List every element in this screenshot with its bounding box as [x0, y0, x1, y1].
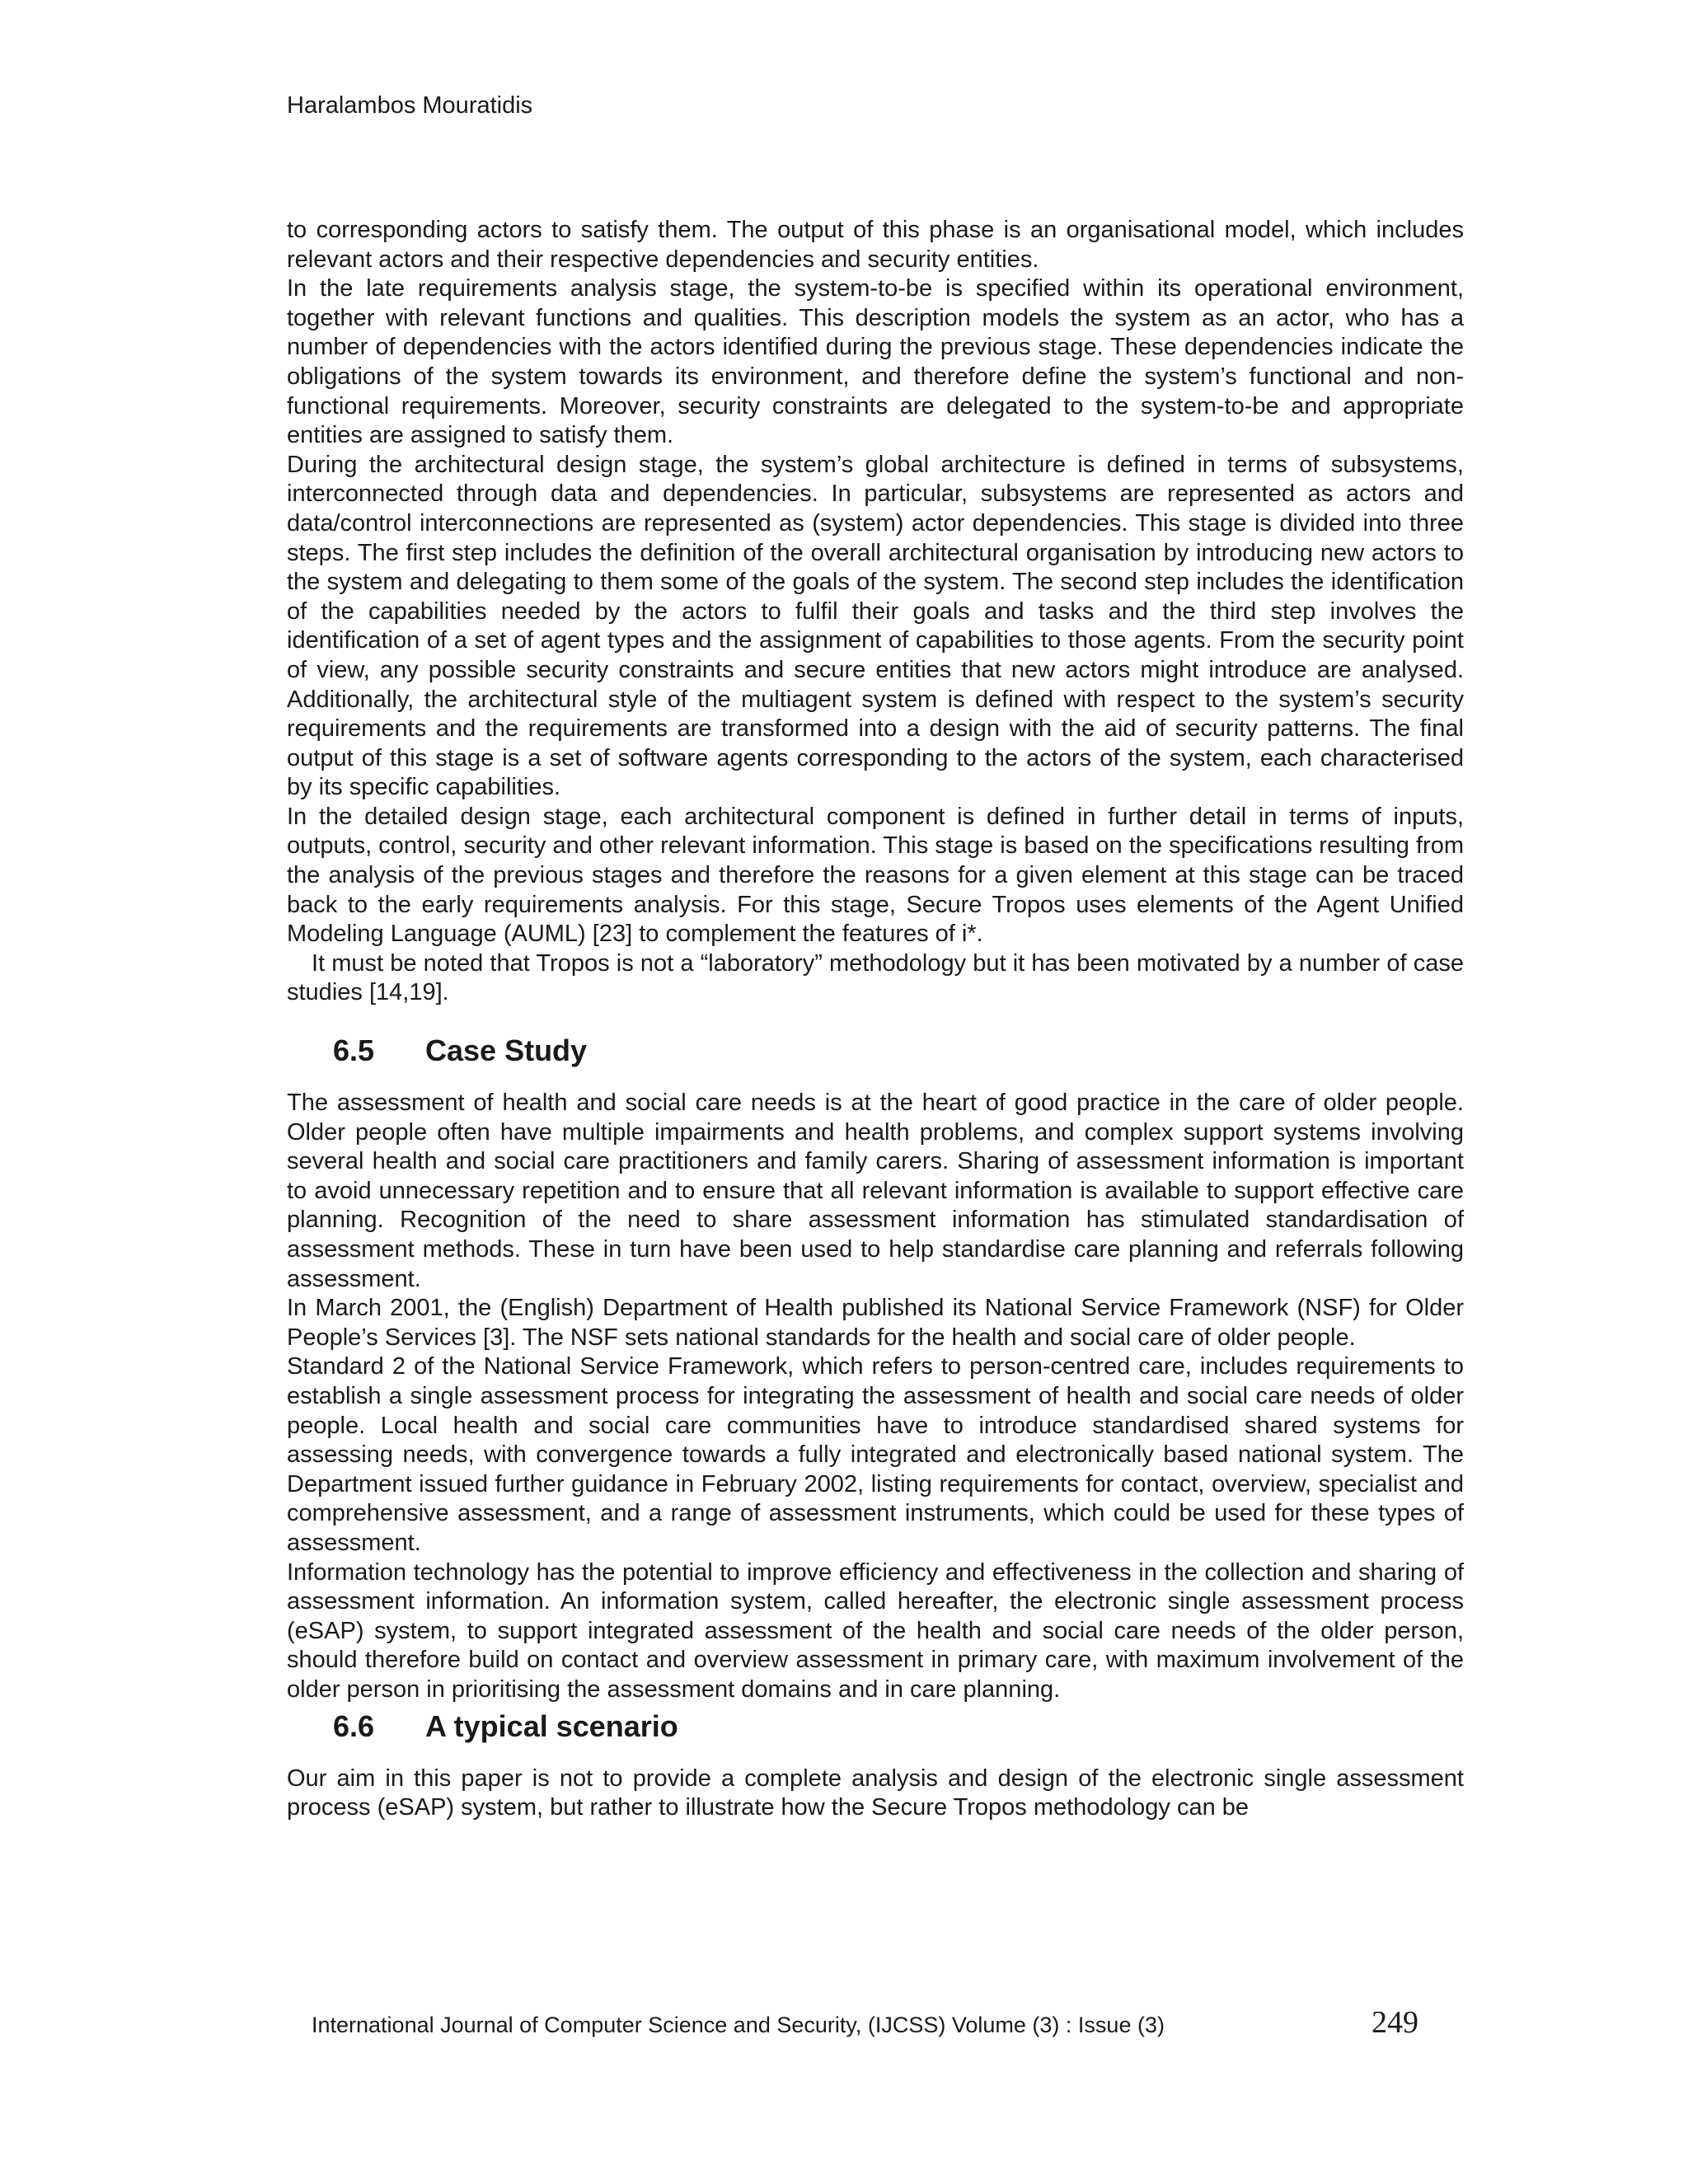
section-heading-6-6	[287, 1708, 1464, 1745]
section-number: 6.5	[333, 1033, 375, 1068]
section-title: A typical scenario	[425, 1708, 678, 1743]
paragraph: In the late requirements analysis stage, the system-to-be is specified within its operational environment, together with relevant functions and qualities. This description models the system as an actor, who has a number of dependencies with the actors identified during the previous stage. These dependencies indicate the obligations of the system towards its environment, and therefore define the system’s functional and non-functional requirements. Moreover, security constraints are delegated to the system-to-be and appropriate entities are assigned to satisfy them.	[287, 275, 1464, 449]
section-number: 6.6	[333, 1708, 375, 1743]
paragraph: In the detailed design stage, each architectural component is defined in further detail in terms of inputs, outputs, control, security and other relevant information. This stage is based on the specifications resulting from the analysis of the previous stages and therefore the reasons for a given element at this stage can be traced back to the early requirements analysis. For this stage, Secure Tropos uses elements of the Agent Unified Modeling Language (AUML) [23] to complement the features of i*.	[287, 803, 1464, 948]
paragraph: In March 2001, the (English) Department of Health published its National Service Framework (NSF) for Older People’s Services [3]. The NSF sets national standards for the health and social care of older people.	[287, 1295, 1464, 1351]
running-head-author: Haralambos Mouratidis	[287, 92, 533, 119]
footer-journal: International Journal of Computer Science and Security, (IJCSS) Volume (3) : Issue (3)	[312, 2013, 1165, 2037]
paragraph: to corresponding actors to satisfy them. The output of this phase is an organisational model, which includes relevant actors and their respective dependencies and security entities.	[287, 217, 1464, 273]
paragraph: It must be noted that Tropos is not a “laboratory” methodology but it has been motivated by a number of case studies [14,19].	[287, 949, 1464, 1006]
page-number: 249	[1372, 2005, 1418, 2040]
paragraph: Standard 2 of the National Service Framework, which refers to person-centred care, includes requirements to establish a single assessment process for integrating the assessment of health and social care needs of older people. Local health and social care communities have to introduce standardised shared systems for assessing needs, with convergence towards a fully integrated and electronically based national system. The Department issued further guidance in February 2002, listing requirements for contact, overview, specialist and comprehensive assessment, and a range of assessment instruments, which could be used for these types of assessment.	[287, 1353, 1464, 1556]
paragraph: Information technology has the potential to improve efficiency and effectiveness in the collection and sharing of assessment information. An information system, called hereafter, the electronic single assessment process (eSAP) system, to support integrated assessment of the health and social care needs of the older person, should therefore build on contact and overview assessment in primary care, with maximum involvement of the older person in prioritising the assessment domains and in care planning.	[287, 1558, 1464, 1703]
section-heading-6-5	[287, 1033, 1464, 1069]
paragraph: During the architectural design stage, the system’s global architecture is defined in terms of subsystems, interconnected through data and dependencies. In particular, subsystems are represented as actors and data/control interconnections are represented as (system) actor dependencies. This stage is divided into three steps. The first step includes the definition of the overall architectural organisation by introducing new actors to the system and delegating to them some of the goals of the system. The second step includes the identification of the capabilities needed by the actors to fulfil their goals and tasks and the third step involves the identification of a set of agent types and the assignment of capabilities to those agents. From the security point of view, any possible security constraints and secure entities that new actors might introduce are analysed. Additionally, the architectural style of the multiagent system is defined with respect to the system’s security requirements and the requirements are transformed into a design with the aid of security patterns. The final output of this stage is a set of software agents corresponding to the actors of the system, each characterised by its specific capabilities.	[287, 451, 1464, 801]
paragraph: The assessment of health and social care needs is at the heart of good practice in the care of older people. Older people often have multiple impairments and health problems, and complex support systems involving several health and social care practitioners and family carers. Sharing of assessment information is important to avoid unnecessary repetition and to ensure that all relevant information is available to support effective care planning. Recognition of the need to share assessment information has stimulated standardisation of assessment methods. These in turn have been used to help standardise care planning and referrals following assessment.	[287, 1090, 1464, 1292]
section-title: Case Study	[425, 1033, 588, 1068]
main-text	[287, 216, 1464, 1823]
paragraph: Our aim in this paper is not to provide a complete analysis and design of the electronic single assessment process (eSAP) system, but rather to illustrate how the Secure Tropos methodology can be	[287, 1765, 1464, 1821]
